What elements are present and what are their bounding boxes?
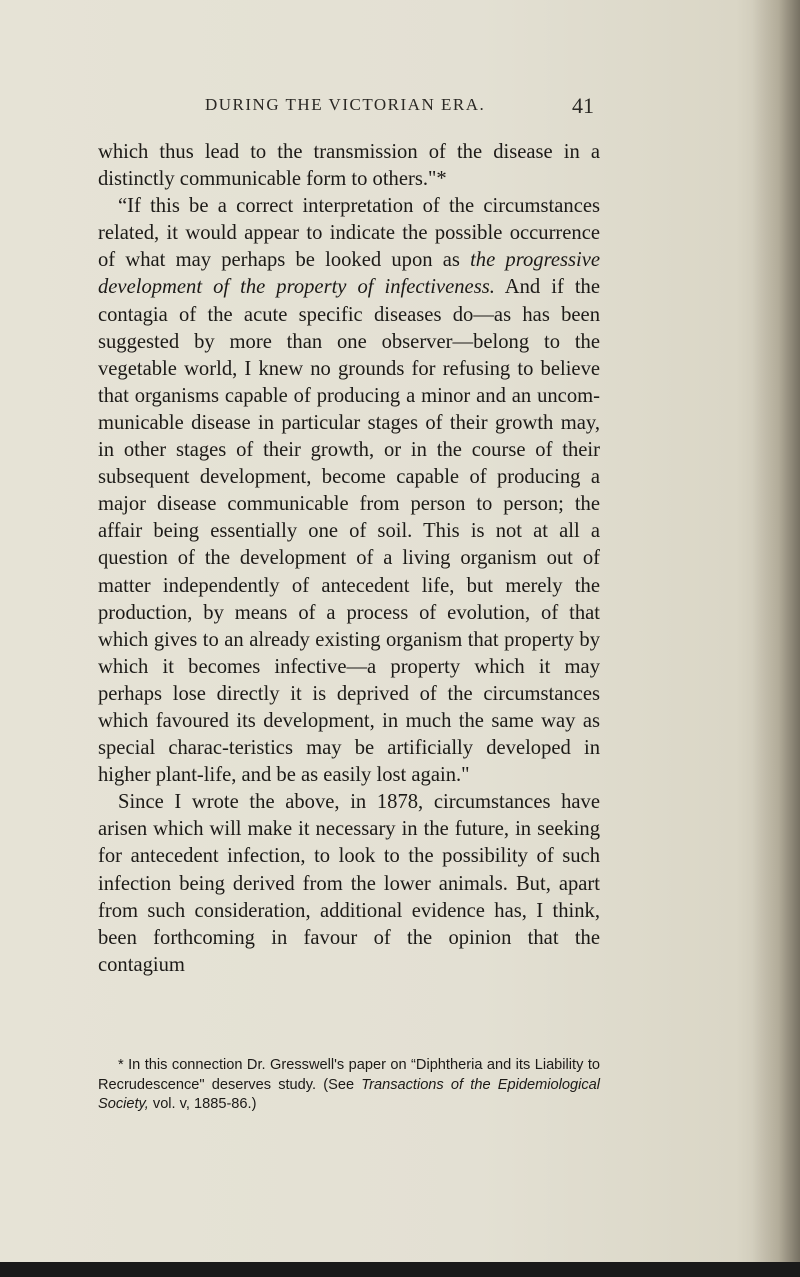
paragraph-2-text-a: “If this be a correct interpretation of the circumstances related, it would appear to indicate the possible occurrence of what may perhaps be looked upon as [98, 195, 600, 272]
footnote [98, 1056, 600, 1115]
footnote-text-b: vol. v, 1885-86.) [148, 1096, 257, 1112]
paragraph-1-text: which thus lead to the transmission of the disease in a distinctly communicable form to others."* [98, 141, 600, 191]
paragraph-1 [98, 139, 600, 193]
paragraph-3 [98, 789, 600, 979]
page-number: 41 [572, 93, 594, 118]
scan-bottom-border [0, 1262, 800, 1277]
page-edge-shadow [752, 0, 800, 1277]
running-head: DURING THE VICTORIAN ERA. [205, 95, 486, 114]
paragraph-2 [98, 193, 600, 789]
body-text [98, 139, 600, 979]
page-header [0, 93, 800, 123]
paragraph-2-text-b: And if the contagia of the acute specific diseases do—as has been suggested by more than one observer—belong to the vegetable world, I knew no grounds for refusing to believe that organisms capable of producing a minor and an uncom-municable disease in particular stages of their growth may, in other stages of their growth, or in the course of their subsequent development, become capable of producing a major disease communicable from person to person; the affair being essentially one of soil. This is not at all a question of the development of a living organism out of matter independently of antecedent life, but merely the production, by means of a process of evolution, of that which gives to an already existing organism that property by which it becomes infective—a property which it may perhaps lose directly it is deprived of the circumstances which favoured its development, in much the same way as special charac-teristics may be artificially developed in higher plant-life, and be as easily lost again." [98, 276, 600, 787]
footnote-italic: Transactions of the Epidemiological Society, [98, 1076, 600, 1112]
footnote-text-a: * In this connection Dr. Gresswell's paper on “Diphtheria and its Liability to Recrudescence" deserves study. (See [98, 1057, 600, 1093]
paragraph-2-italic: the progressive development of the property of infectiveness. [98, 249, 600, 299]
paragraph-3-text: Since I wrote the above, in 1878, circumstances have arisen which will make it necessary in the future, in seeking for antecedent infection, to look to the possibility of such infection being derived from the lower animals. But, apart from such consideration, additional evidence has, I think, been forthcoming in favour of the opinion that the contagium [98, 791, 600, 976]
footnote-paragraph [98, 1056, 600, 1115]
